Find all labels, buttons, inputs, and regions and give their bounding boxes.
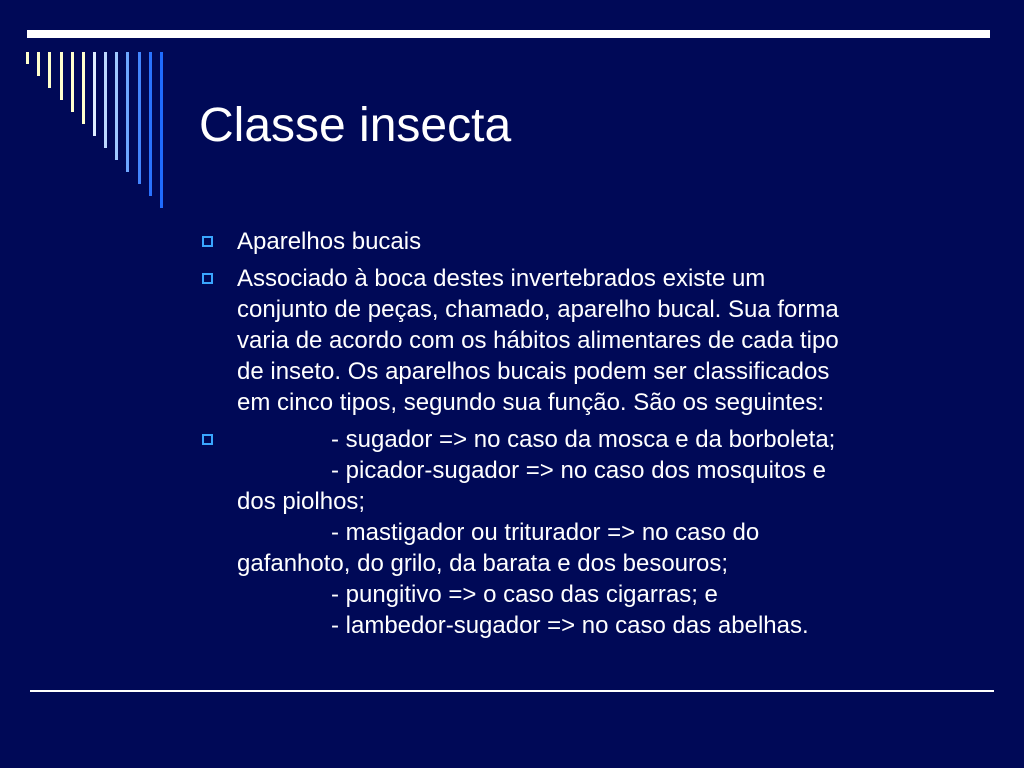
stripe-12 (149, 52, 152, 196)
stripe-7 (93, 52, 96, 136)
bullet-1-text: Aparelhos bucais (237, 228, 422, 255)
stripe-5 (71, 52, 74, 112)
stripe-4 (60, 52, 63, 100)
bullet-2-line: em cinco tipos, segundo sua função. São os seguintes: (237, 389, 825, 416)
bullet-3-line: - picador-sugador => no caso dos mosquitos e (331, 457, 826, 484)
hollow-square-bullet-icon (202, 236, 213, 247)
bullet-3-line: - lambedor-sugador => no caso das abelhas. (331, 612, 809, 639)
hollow-square-bullet-icon (202, 273, 213, 284)
slide-body (199, 226, 989, 647)
stripe-2 (37, 52, 40, 76)
stripe-13 (160, 52, 163, 208)
stripe-8 (104, 52, 107, 148)
slide-title: Classe insecta (199, 99, 512, 152)
decorative-stripes (0, 0, 180, 220)
bullet-item-1 (199, 226, 989, 257)
hollow-square-bullet-icon (202, 434, 213, 445)
bottom-rule (30, 690, 994, 692)
stripe-9 (115, 52, 118, 160)
bullet-2-line: Associado à boca destes invertebrados existe um (237, 265, 766, 292)
bullet-2-line: conjunto de peças, chamado, aparelho bucal. Sua forma (237, 296, 839, 323)
bullet-item-2 (199, 263, 989, 418)
stripe-1 (26, 52, 29, 64)
stripe-6 (82, 52, 85, 124)
bullet-3-line: - pungitivo => o caso das cigarras; e (331, 581, 718, 608)
bullet-3-line: dos piolhos; (237, 488, 366, 515)
bullet-3-line: gafanhoto, do grilo, da barata e dos besouros; (237, 550, 729, 577)
bullet-2-line: varia de acordo com os hábitos alimentares de cada tipo (237, 327, 839, 354)
bullet-3-line: - sugador => no caso da mosca e da borboleta; (331, 426, 836, 453)
stripe-10 (126, 52, 129, 172)
bullet-3-line: - mastigador ou triturador => no caso do (331, 519, 760, 546)
stripe-3 (48, 52, 51, 88)
stripe-11 (138, 52, 141, 184)
bullet-2-line: de inseto. Os aparelhos bucais podem ser classificados (237, 358, 830, 385)
bullet-item-3 (199, 424, 989, 641)
